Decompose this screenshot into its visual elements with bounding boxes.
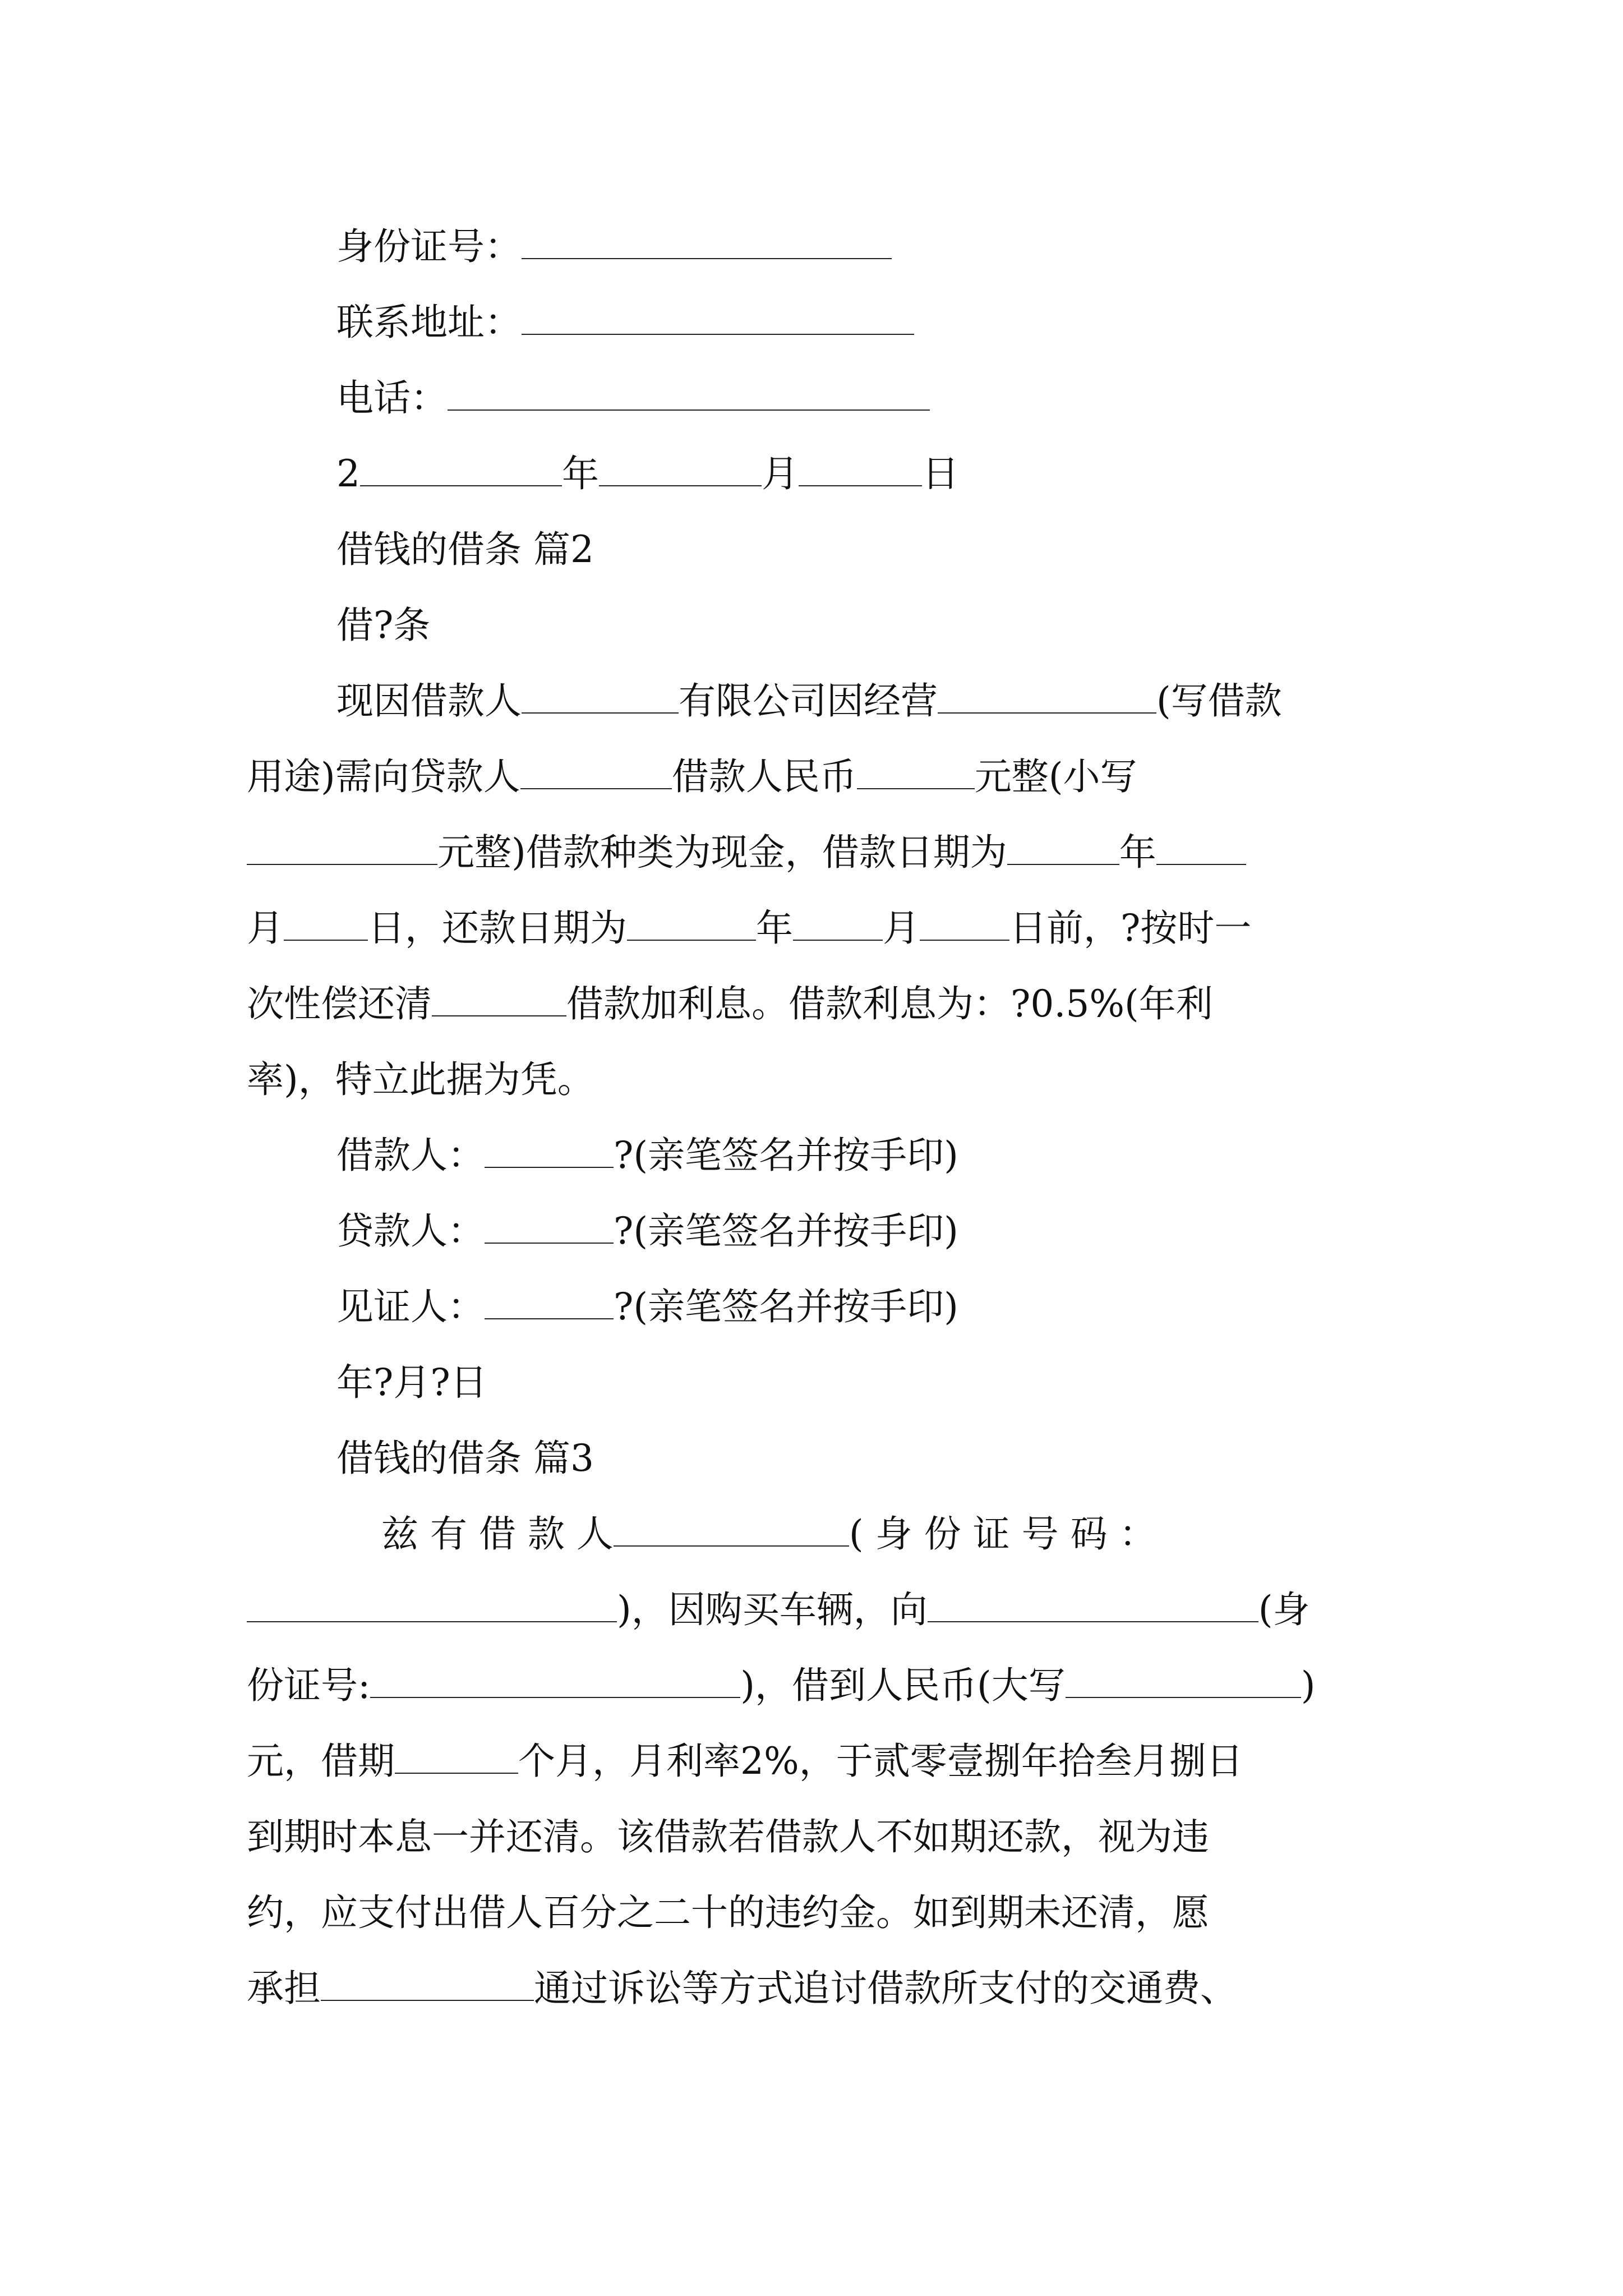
paragraph-2-line-6: 率)，特立此据为凭。 <box>247 1058 594 1101</box>
paragraph-3-line-1: 兹 有 借 款 人 ( 身 份 证 号 码 ： <box>381 1512 1156 1556</box>
iou-heading: 借?条 <box>336 604 431 647</box>
date-placeholder-line: 年?月?日 <box>336 1361 487 1404</box>
paragraph-3-line-4: 元，借期 个月，月利率2%，于贰零壹捌年拾叁月捌日 <box>247 1740 1243 1783</box>
paragraph-3-line-2: )，因购买车辆，向 (身 <box>247 1588 1310 1632</box>
paragraph-3-line-5: 到期时本息一并还清。该借款若借款人不如期还款，视为违 <box>247 1815 1209 1858</box>
contact-address-line: 联系地址： <box>336 300 914 345</box>
witness-signature-line: 见证人： ?(亲笔签名并按手印) <box>336 1285 958 1328</box>
paragraph-3-line-6: 约，应支付出借人百分之二十的违约金。如到期未还清，愿 <box>247 1891 1209 1934</box>
paragraph-2-line-1: 现因借款人 有限公司因经营 (写借款 <box>336 679 1282 723</box>
section-title-3: 借钱的借条 篇3 <box>336 1437 594 1480</box>
lender-signature-line: 贷款人： ?(亲笔签名并按手印) <box>336 1209 958 1253</box>
borrower-signature-line: 借款人： ?(亲笔签名并按手印) <box>336 1134 958 1177</box>
paragraph-2-line-4: 月 日，还款日期为 年 月 日前，?按时一 <box>247 907 1252 950</box>
paragraph-3-line-3: 份证号: )，借到人民币(大写 ) <box>247 1664 1316 1707</box>
phone-line: 电话： <box>336 376 930 421</box>
section-title-2: 借钱的借条 篇2 <box>336 528 594 571</box>
id-number-line: 身份证号： <box>336 224 892 269</box>
paragraph-2-line-3: 元整)借款种类为现金，借款日期为 年 <box>247 830 1246 875</box>
paragraph-2-line-5: 次性偿还清 借款加利息。借款利息为：?0.5%(年利 <box>247 982 1213 1025</box>
paragraph-2-line-2: 用途)需向贷款人 借款人民币 元整(小写 <box>247 755 1137 798</box>
paragraph-3-line-7: 承担 通过诉讼等方式追讨借款所支付的交通费、 <box>247 1967 1237 2010</box>
date-line: 2 年 月 日 <box>336 452 959 495</box>
